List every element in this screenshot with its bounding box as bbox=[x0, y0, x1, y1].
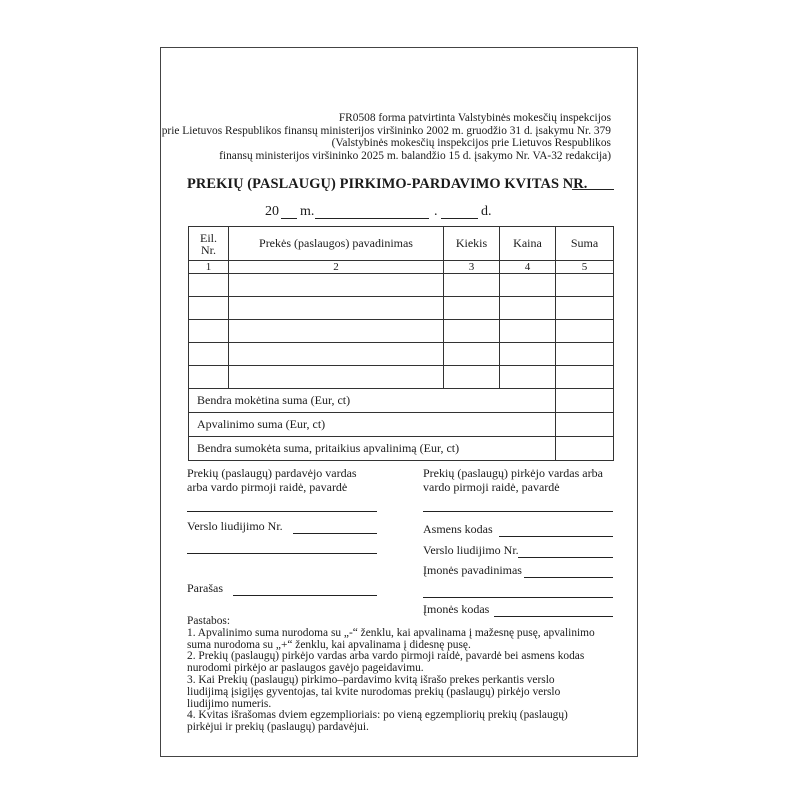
buyer-company-code-label: Įmonės kodas bbox=[423, 602, 490, 616]
table-row[interactable] bbox=[189, 366, 614, 389]
signature-field[interactable] bbox=[233, 595, 377, 596]
date-dot: . bbox=[434, 204, 438, 219]
total-paid-row bbox=[189, 437, 614, 461]
date-year-field[interactable] bbox=[281, 218, 297, 219]
seller-license-field-2[interactable] bbox=[187, 553, 377, 554]
note-line: 3. Kai Prekių (paslaugų) pirkimo–pardavimo kvitą išrašo prekes perkantis verslo bbox=[187, 673, 555, 686]
buyer-company-name-field[interactable] bbox=[524, 577, 613, 578]
table-row[interactable] bbox=[189, 320, 614, 343]
header-price: Kaina bbox=[500, 227, 556, 261]
buyer-personal-code-label: Asmens kodas bbox=[423, 522, 493, 536]
column-number: 2 bbox=[229, 261, 444, 274]
notes-title: Pastabos: bbox=[187, 615, 231, 627]
total-paid-label: Bendra sumokėta suma, pritaikius apvalinimą (Eur, ct) bbox=[189, 437, 556, 461]
note-line: nurodomi pirkėjo ar paslaugos gavėjo pageidavimu. bbox=[187, 662, 424, 675]
seller-name-field[interactable] bbox=[187, 511, 377, 512]
buyer-name-label: Prekių (paslaugų) pirkėjo vardas arba vardo pirmoji raidė, pavardė bbox=[423, 466, 603, 494]
rounding-label: Apvalinimo suma (Eur, ct) bbox=[189, 413, 556, 437]
form-title: PREKIŲ (PASLAUGŲ) PIRKIMO-PARDAVIMO KVITAS NR. bbox=[187, 176, 588, 192]
rounding-row bbox=[189, 413, 614, 437]
buyer-company-name-label: Įmonės pavadinimas bbox=[423, 563, 522, 577]
seller-license-label: Verslo liudijimo Nr. bbox=[187, 519, 283, 533]
form-header bbox=[162, 112, 611, 162]
buyer-personal-code-field[interactable] bbox=[499, 536, 613, 537]
table-row[interactable] bbox=[189, 274, 614, 297]
signature-label: Parašas bbox=[187, 581, 223, 595]
total-paid-field[interactable] bbox=[556, 437, 614, 461]
table-row[interactable] bbox=[189, 343, 614, 366]
column-number: 4 bbox=[500, 261, 556, 274]
note-line: liudijimo numeris. bbox=[187, 697, 272, 710]
total-payable-label: Bendra mokėtina suma (Eur, ct) bbox=[189, 389, 556, 413]
header-qty: Kiekis bbox=[444, 227, 500, 261]
header-line: FR0508 forma patvirtinta Valstybinės mokesčių inspekcijos bbox=[338, 112, 611, 124]
note-line: 4. Kvitas išrašomas dviem egzemplioriais: po vieną egzempliorių prekių (paslaugų) bbox=[187, 709, 568, 722]
items-table bbox=[188, 226, 614, 461]
note-line: 2. Prekių (paslaugų) pirkėjo vardas arba vardo pirmoji raidė, pavardė bei asmens kodas bbox=[187, 650, 585, 663]
buyer-name-field[interactable] bbox=[423, 511, 613, 512]
table-header-row bbox=[189, 227, 614, 261]
total-payable-field[interactable] bbox=[556, 389, 614, 413]
seller-name-label: Prekių (paslaugų) pardavėjo vardas arba vardo pirmoji raidė, pavardė bbox=[187, 466, 357, 494]
header-sum: Suma bbox=[556, 227, 614, 261]
header-line: prie Lietuvos Respublikos finansų ministerijos viršininko 2002 m. gruodžio 31 d. įsakymu Nr. 379 bbox=[161, 124, 611, 137]
column-number: 1 bbox=[189, 261, 229, 274]
buyer-company-name-field-2[interactable] bbox=[423, 597, 613, 598]
buyer-license-field[interactable] bbox=[518, 557, 613, 558]
date-year-prefix: 20 bbox=[265, 204, 279, 219]
header-no: Eil. Nr. bbox=[189, 227, 229, 261]
header-line: finansų ministerijos viršininko 2025 m. balandžio 15 d. įsakymo Nr. VA-32 redakcija) bbox=[219, 149, 611, 162]
receipt-form bbox=[160, 47, 638, 757]
rounding-field[interactable] bbox=[556, 413, 614, 437]
note-line: 1. Apvalinimo suma nurodoma su „-“ ženklu, kai apvalinama į mažesnę pusę, apvalinimo bbox=[187, 626, 595, 639]
date-day-suffix: d. bbox=[481, 204, 492, 219]
date-month-suffix: m. bbox=[300, 204, 315, 219]
total-payable-row bbox=[189, 389, 614, 413]
column-number: 5 bbox=[556, 261, 614, 274]
notes-section bbox=[187, 616, 595, 734]
date-day-field[interactable] bbox=[441, 218, 478, 219]
column-number: 3 bbox=[444, 261, 500, 274]
receipt-number-field[interactable] bbox=[572, 189, 614, 190]
seller-license-field[interactable] bbox=[293, 533, 377, 534]
date-month-field[interactable] bbox=[315, 218, 429, 219]
column-number-row bbox=[189, 261, 614, 274]
buyer-license-label: Verslo liudijimo Nr. bbox=[423, 543, 519, 557]
note-line: suma nurodoma su „+“ ženklu, kai apvalinama į didesnę pusę. bbox=[187, 638, 471, 651]
note-line: pirkėjui ir prekių (paslaugų) pardavėjui. bbox=[187, 721, 369, 734]
note-line: liudijimą įsigijęs gyventojas, tai kvite nurodomas prekių (paslaugų) pirkėjo verslo bbox=[187, 685, 561, 698]
table-row[interactable] bbox=[189, 297, 614, 320]
header-name: Prekės (paslaugos) pavadinimas bbox=[229, 227, 444, 261]
header-line: (Valstybinės mokesčių inspekcijos prie Lietuvos Respublikos bbox=[331, 137, 611, 149]
